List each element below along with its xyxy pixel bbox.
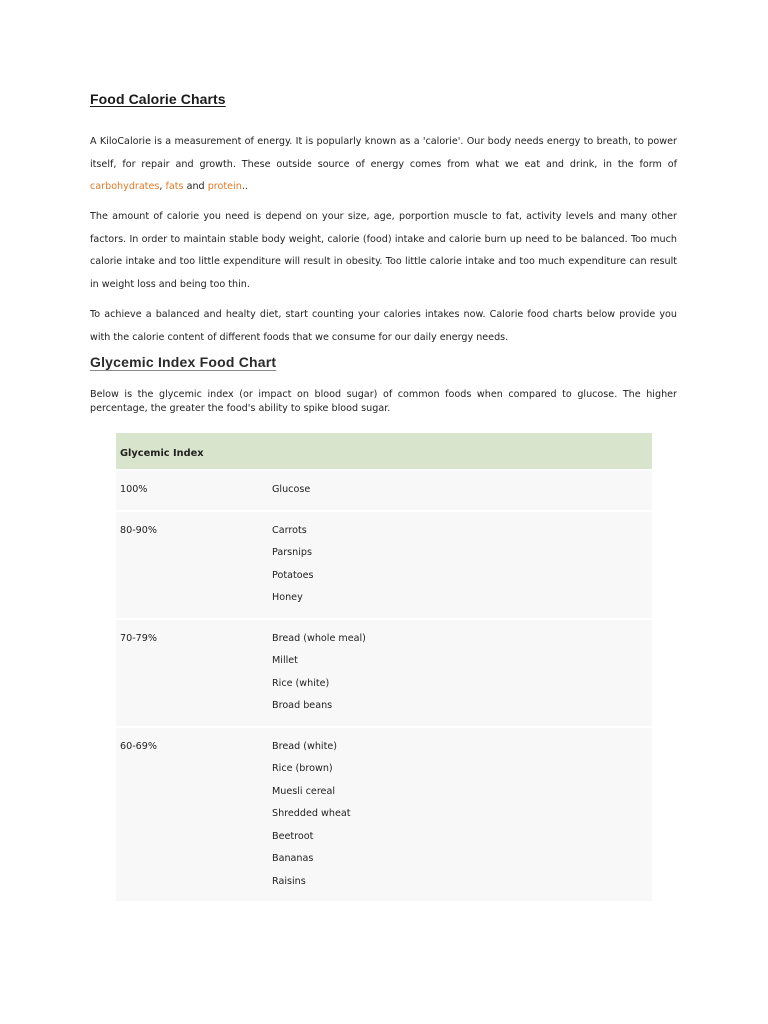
gi-range-cell: 100% — [120, 484, 148, 495]
food-item: Carrots — [272, 524, 307, 536]
calorie-needs-paragraph: The amount of calorie you need is depend on your size, age, porportion muscle to fat, activity levels and many other factors. In order to maintain stable body weight, calorie (food) intake and calorie burn up need to be balanced. Too much calorie intake and too little expenditure will result in obesity. Too little calorie intake and too much expenditure can result in weight loss and being too thin. — [90, 211, 677, 290]
food-item: Beetroot — [272, 830, 314, 842]
link-protein[interactable]: protein — [207, 181, 242, 192]
gi-range-cell: 80-90% — [120, 524, 157, 536]
food-item: Shredded wheat — [272, 808, 351, 819]
counting-calories-paragraph: To achieve a balanced and healty diet, start counting your calories intakes now. Calorie food charts below provide you with the calorie content of different foods that we consume for our daily energy needs. — [90, 309, 677, 343]
food-item: Raisins — [272, 875, 306, 887]
gi-range-cell: 70-79% — [120, 632, 157, 644]
food-item: Parsnips — [272, 547, 313, 558]
page-title: Food Calorie Charts — [90, 91, 226, 107]
food-item: Bread (white) — [272, 740, 337, 752]
gi-foods-cell — [272, 470, 652, 511]
link-fats[interactable]: fats — [165, 181, 184, 192]
gi-foods-cell — [272, 619, 652, 727]
section-heading-glycemic: Glycemic Index Food Chart — [90, 354, 277, 370]
separator-and: and — [183, 181, 208, 192]
table-header-row — [116, 433, 652, 470]
food-item: Glucose — [272, 484, 311, 495]
gi-foods-cell — [272, 727, 652, 902]
gi-foods-cell — [272, 511, 652, 619]
gi-range-cell: 60-69% — [120, 740, 157, 752]
food-item: Bananas — [272, 853, 314, 864]
food-item: Muesli cereal — [272, 785, 335, 797]
glycemic-description-paragraph: Below is the glycemic index (or impact on blood sugar) of common foods when compared to glucose. The higher percentage, the greater the food's ability to spike blood sugar. — [90, 389, 677, 414]
table-row — [116, 727, 652, 902]
table-row — [116, 619, 652, 727]
food-item: Broad beans — [272, 700, 333, 711]
food-item: Bread (whole meal) — [272, 632, 366, 644]
link-carbohydrates[interactable]: carbohydrates — [90, 181, 160, 192]
table-row — [116, 511, 652, 619]
food-item: Honey — [272, 592, 303, 603]
food-item: Millet — [272, 655, 298, 666]
separator-comma: , — [159, 181, 166, 192]
food-item: Potatoes — [272, 569, 314, 581]
table-header-glycemic-index: Glycemic Index — [120, 447, 204, 459]
table-row — [116, 470, 652, 511]
intro-text: A KiloCalorie is a measurement of energy. It is popularly known as a 'calorie'. Our body needs energy to breath, to power itself, for repair and growth. These outside source of energy comes from what we eat and drink, in the form of — [90, 136, 677, 170]
intro-paragraph — [90, 131, 677, 199]
glycemic-index-table — [116, 433, 652, 901]
food-item: Rice (brown) — [272, 763, 333, 774]
intro-trailing: .. — [241, 181, 248, 192]
food-item: Rice (white) — [272, 677, 330, 689]
